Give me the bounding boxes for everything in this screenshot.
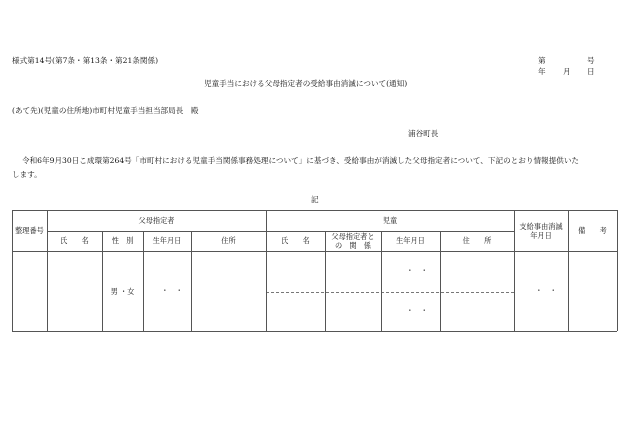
- header-group-parent: 父母指定者: [138, 215, 175, 225]
- shokyaku-date-value: ・ ・: [535, 285, 557, 295]
- col-line-5: [266, 210, 267, 331]
- body-text-line2: します。: [12, 170, 42, 179]
- header-shokyaku-line1: 支給事由消滅: [519, 221, 563, 231]
- header-seiri-bango: 整理番号: [15, 225, 44, 235]
- doc-no-dai: 第: [538, 56, 546, 65]
- date-month: 月: [563, 67, 571, 76]
- col-line-6: [325, 231, 326, 331]
- date-year: 年: [538, 67, 546, 76]
- header-shokyaku-line2: 年月日: [530, 230, 552, 240]
- doc-no-go: 号: [587, 56, 595, 65]
- header-parent-dob: 生年月日: [152, 235, 182, 245]
- col-line-10: [568, 210, 569, 331]
- info-table: [12, 210, 617, 331]
- table-border-right: [617, 210, 618, 331]
- body-text-line1: 令和6年9月30日こ成環第264号「市町村における児童手当関係事務処理について」に基づき、受給事由が消滅した父母指定者について、下記のとおり情報提供いた: [22, 156, 580, 165]
- parent-sex-value: 男 ・女: [110, 286, 135, 296]
- header-child-relation-line1: 父母指定者と: [331, 232, 375, 241]
- ki-label: 記: [311, 195, 319, 204]
- col-line-1: [47, 210, 48, 331]
- child1-dob-value: ・ ・: [406, 265, 428, 275]
- header-biko: 備 考: [578, 225, 607, 235]
- col-line-2: [102, 231, 103, 331]
- header-child-relation-line2: の 関 係: [335, 241, 371, 250]
- header-divider: [47, 231, 514, 232]
- document-title: 児童手当における父母指定者の受給事由消滅について(通知): [204, 79, 408, 88]
- header-parent-address: 住所: [221, 235, 236, 245]
- child-row-divider: [266, 292, 514, 293]
- header-child-address: 住 所: [462, 235, 492, 245]
- table-border-bottom: [12, 331, 617, 332]
- header-shokyaku-date: [519, 222, 562, 240]
- parent-dob-value: ・ ・: [161, 285, 183, 295]
- child2-dob-value: ・ ・: [406, 305, 428, 315]
- form-id: 様式第14号(第7条・第13条・第21条関係): [12, 56, 159, 65]
- sender: 浦谷町長: [408, 129, 439, 138]
- col-line-8: [440, 231, 441, 331]
- table-border-top: [12, 210, 617, 211]
- col-line-9: [514, 210, 515, 331]
- col-line-4: [191, 231, 192, 331]
- table-border-left: [12, 210, 13, 331]
- col-line-3: [143, 231, 144, 331]
- header-parent-name: 氏 名: [60, 235, 89, 245]
- date-day: 日: [587, 67, 595, 76]
- addressee: (あて先)(児童の住所地)市町村児童手当担当部局長 殿: [12, 106, 199, 115]
- header-child-dob: 生年月日: [396, 235, 425, 245]
- header-child-relation: [331, 232, 374, 250]
- header-child-name: 氏 名: [281, 235, 310, 245]
- header-parent-sex: 性 別: [111, 235, 134, 245]
- header-group-child: 児童: [382, 215, 398, 225]
- col-line-7: [381, 231, 382, 331]
